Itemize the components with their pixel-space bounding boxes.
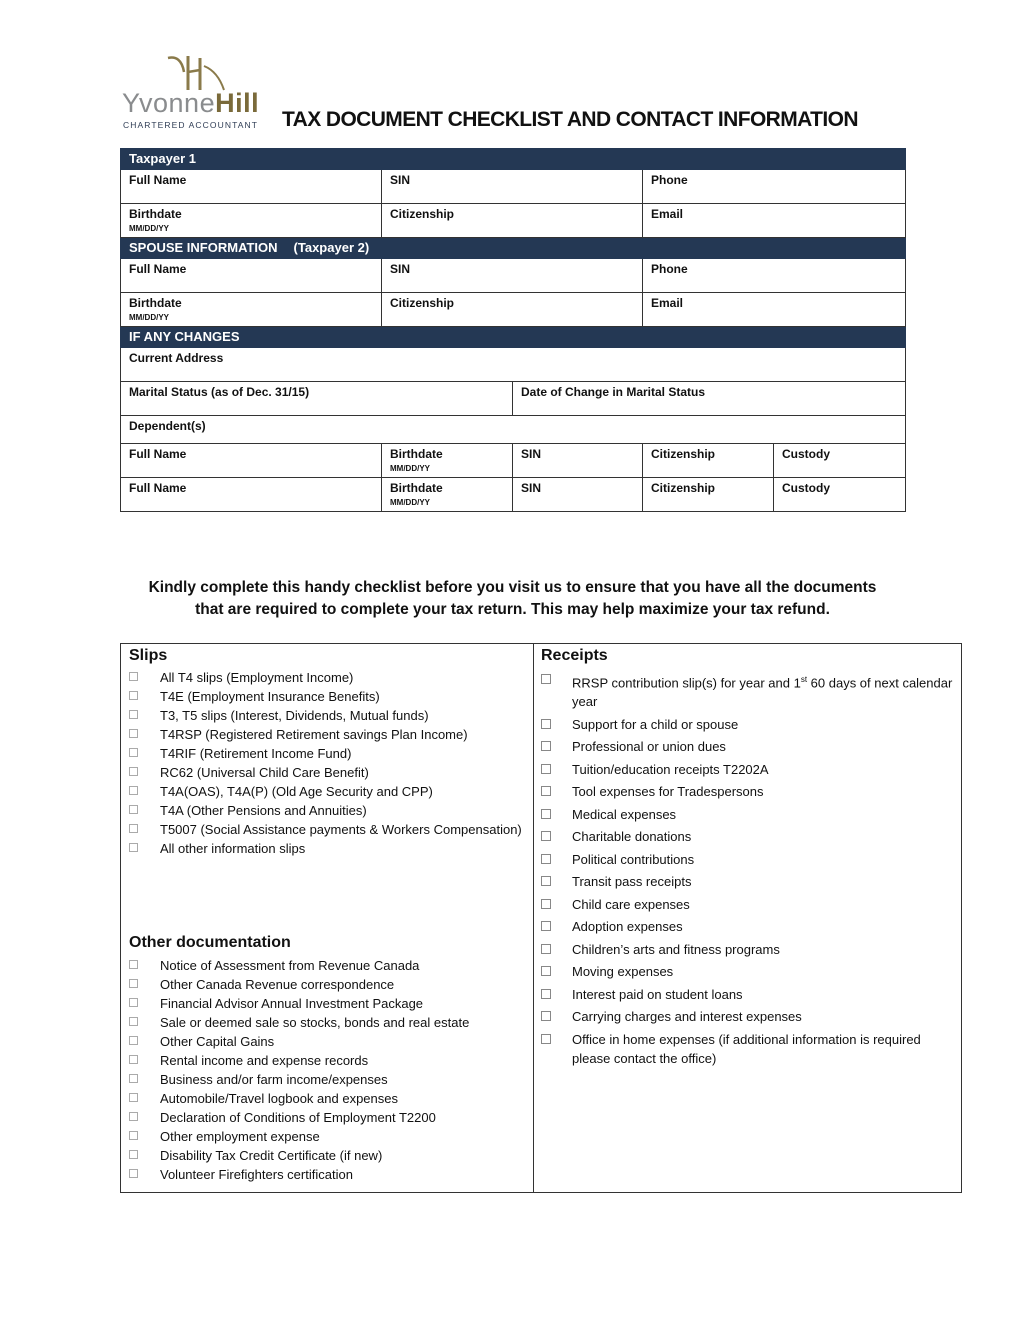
dependent-full-name-field[interactable]: Full Name xyxy=(121,444,382,478)
checkbox-icon[interactable] xyxy=(541,719,551,729)
list-item[interactable]: Business and/or farm income/expenses xyxy=(129,1070,527,1089)
contact-info-table xyxy=(120,148,906,512)
checkbox-icon[interactable] xyxy=(129,1112,138,1121)
list-item[interactable]: Financial Advisor Annual Investment Package xyxy=(129,994,527,1013)
checkbox-icon[interactable] xyxy=(129,786,138,795)
list-item[interactable]: Office in home expenses (if additional information is required please contact the office) xyxy=(541,1030,955,1068)
list-item[interactable]: Adoption expenses xyxy=(541,917,955,936)
checkbox-icon[interactable] xyxy=(129,843,138,852)
list-item[interactable]: Political contributions xyxy=(541,850,955,869)
list-item[interactable]: Moving expenses xyxy=(541,962,955,981)
checkbox-icon[interactable] xyxy=(541,854,551,864)
list-item[interactable]: Other Canada Revenue correspondence xyxy=(129,975,527,994)
checkbox-icon[interactable] xyxy=(541,674,551,684)
dependent-birthdate-field[interactable]: Birthdate MM/DD/YY xyxy=(382,478,513,512)
spouse-phone-field[interactable]: Phone xyxy=(643,259,906,293)
company-logo xyxy=(118,52,288,132)
taxpayer1-phone-field[interactable]: Phone xyxy=(643,170,906,204)
dependent-sin-field[interactable]: SIN xyxy=(513,444,643,478)
list-item[interactable]: Support for a child or spouse xyxy=(541,715,955,734)
checkbox-icon[interactable] xyxy=(541,921,551,931)
checkbox-icon[interactable] xyxy=(541,966,551,976)
other-documentation-heading: Other documentation xyxy=(129,934,291,951)
checkbox-icon[interactable] xyxy=(129,998,138,1007)
checkbox-icon[interactable] xyxy=(129,729,138,738)
checkbox-icon[interactable] xyxy=(541,876,551,886)
logo-wordmark: YvonneHill xyxy=(122,88,260,118)
spouse-birthdate-field[interactable]: Birthdate MM/DD/YY xyxy=(121,293,382,327)
checkbox-icon[interactable] xyxy=(129,1169,138,1178)
list-item[interactable]: Declaration of Conditions of Employment T2200 xyxy=(129,1108,527,1127)
list-item[interactable]: Interest paid on student loans xyxy=(541,985,955,1004)
list-item[interactable]: T4A (Other Pensions and Annuities) xyxy=(129,801,527,820)
list-item[interactable]: Other employment expense xyxy=(129,1127,527,1146)
taxpayer1-birthdate-field[interactable]: Birthdate MM/DD/YY xyxy=(121,204,382,238)
checkbox-icon[interactable] xyxy=(129,805,138,814)
list-item[interactable]: Child care expenses xyxy=(541,895,955,914)
checkbox-icon[interactable] xyxy=(541,1011,551,1021)
checkbox-icon[interactable] xyxy=(129,672,138,681)
list-item[interactable]: Notice of Assessment from Revenue Canada xyxy=(129,956,527,975)
list-item[interactable]: Medical expenses xyxy=(541,805,955,824)
taxpayer1-header: Taxpayer 1 xyxy=(121,149,906,170)
checkbox-icon[interactable] xyxy=(129,1131,138,1140)
checkbox-icon[interactable] xyxy=(541,899,551,909)
checkbox-icon[interactable] xyxy=(129,1074,138,1083)
taxpayer1-sin-field[interactable]: SIN xyxy=(382,170,643,204)
checkbox-icon[interactable] xyxy=(129,979,138,988)
list-item[interactable]: All other information slips xyxy=(129,839,527,858)
checklist-right-column xyxy=(533,644,961,1192)
list-item[interactable]: Tuition/education receipts T2202A xyxy=(541,760,955,779)
other-documentation-list xyxy=(129,956,527,1184)
spouse-full-name-field[interactable]: Full Name xyxy=(121,259,382,293)
checkbox-icon[interactable] xyxy=(541,944,551,954)
checkbox-icon[interactable] xyxy=(129,1093,138,1102)
checkbox-icon[interactable] xyxy=(129,1036,138,1045)
slips-heading: Slips xyxy=(129,647,168,664)
checkbox-icon[interactable] xyxy=(541,741,551,751)
checklist-intro: Kindly complete this handy checklist before you visit us to ensure that you have all the documents that are required to complete your tax return. This may help maximize your tax refund. xyxy=(148,579,877,618)
checkbox-icon[interactable] xyxy=(129,1017,138,1026)
list-item[interactable]: Other Capital Gains xyxy=(129,1032,527,1051)
list-item[interactable]: Professional or union dues xyxy=(541,737,955,756)
checkbox-icon[interactable] xyxy=(541,831,551,841)
logo-subtitle: CHARTERED ACCOUNTANT xyxy=(123,120,259,130)
checkbox-icon[interactable] xyxy=(129,960,138,969)
list-item[interactable]: Rental income and expense records xyxy=(129,1051,527,1070)
current-address-field[interactable]: Current Address xyxy=(121,348,906,382)
list-item[interactable]: RC62 (Universal Child Care Benefit) xyxy=(129,763,527,782)
changes-header: IF ANY CHANGES xyxy=(121,327,906,348)
checkbox-icon[interactable] xyxy=(129,767,138,776)
checkbox-icon[interactable] xyxy=(129,824,138,833)
page-title: TAX DOCUMENT CHECKLIST AND CONTACT INFORMATION xyxy=(282,108,858,131)
taxpayer1-email-field[interactable]: Email xyxy=(643,204,906,238)
checkbox-icon[interactable] xyxy=(129,710,138,719)
list-item[interactable]: Children’s arts and fitness programs xyxy=(541,940,955,959)
marital-status-field[interactable]: Marital Status (as of Dec. 31/15) xyxy=(121,382,513,416)
checklist-left-column xyxy=(121,644,534,1192)
dependent-custody-field[interactable]: Custody xyxy=(774,478,906,512)
checkbox-icon[interactable] xyxy=(541,1034,551,1044)
slips-list xyxy=(129,668,527,858)
list-item[interactable]: Volunteer Firefighters certification xyxy=(129,1165,527,1184)
taxpayer1-citizenship-field[interactable]: Citizenship xyxy=(382,204,643,238)
spouse-sin-field[interactable]: SIN xyxy=(382,259,643,293)
dependent-custody-field[interactable]: Custody xyxy=(774,444,906,478)
list-item[interactable]: T4A(OAS), T4A(P) (Old Age Security and CPP) xyxy=(129,782,527,801)
checkbox-icon[interactable] xyxy=(129,1150,138,1159)
spouse-email-field[interactable]: Email xyxy=(643,293,906,327)
list-item[interactable]: T4RIF (Retirement Income Fund) xyxy=(129,744,527,763)
marital-change-date-field[interactable]: Date of Change in Marital Status xyxy=(513,382,906,416)
list-item[interactable]: Sale or deemed sale so stocks, bonds and real estate xyxy=(129,1013,527,1032)
dependent-row xyxy=(121,444,906,478)
checkbox-icon[interactable] xyxy=(129,691,138,700)
dependents-label: Dependent(s) xyxy=(121,416,906,444)
checkbox-icon[interactable] xyxy=(129,1055,138,1064)
spouse-citizenship-field[interactable]: Citizenship xyxy=(382,293,643,327)
list-item[interactable]: Transit pass receipts xyxy=(541,872,955,891)
checkbox-icon[interactable] xyxy=(129,748,138,757)
list-item[interactable]: Tool expenses for Tradespersons xyxy=(541,782,955,801)
checkbox-icon[interactable] xyxy=(541,764,551,774)
list-item[interactable]: T4RSP (Registered Retirement savings Plan Income) xyxy=(129,725,527,744)
list-item[interactable]: All T4 slips (Employment Income) xyxy=(129,668,527,687)
dependent-row xyxy=(121,478,906,512)
list-item[interactable]: Carrying charges and interest expenses xyxy=(541,1007,955,1026)
taxpayer1-full-name-field[interactable]: Full Name xyxy=(121,170,382,204)
dependent-birthdate-field[interactable]: Birthdate MM/DD/YY xyxy=(382,444,513,478)
spouse-header: SPOUSE INFORMATION (Taxpayer 2) xyxy=(121,238,906,259)
dependent-full-name-field[interactable]: Full Name xyxy=(121,478,382,512)
list-item[interactable]: Charitable donations xyxy=(541,827,955,846)
document-checklist xyxy=(120,643,962,1193)
receipts-heading: Receipts xyxy=(541,647,608,664)
checkbox-icon[interactable] xyxy=(541,989,551,999)
receipts-list xyxy=(541,670,955,1071)
checkbox-icon[interactable] xyxy=(541,809,551,819)
list-item[interactable]: Automobile/Travel logbook and expenses xyxy=(129,1089,527,1108)
logo-mark-icon xyxy=(158,52,328,92)
list-item[interactable]: T3, T5 slips (Interest, Dividends, Mutual funds) xyxy=(129,706,527,725)
list-item[interactable]: T4E (Employment Insurance Benefits) xyxy=(129,687,527,706)
dependent-citizenship-field[interactable]: Citizenship xyxy=(643,478,774,512)
list-item[interactable]: Disability Tax Credit Certificate (if new) xyxy=(129,1146,527,1165)
dependent-citizenship-field[interactable]: Citizenship xyxy=(643,444,774,478)
list-item[interactable]: T5007 (Social Assistance payments & Workers Compensation) xyxy=(129,820,527,839)
dependent-sin-field[interactable]: SIN xyxy=(513,478,643,512)
list-item[interactable]: RRSP contribution slip(s) for year and 1st 60 days of next calendar year xyxy=(541,670,955,711)
checkbox-icon[interactable] xyxy=(541,786,551,796)
